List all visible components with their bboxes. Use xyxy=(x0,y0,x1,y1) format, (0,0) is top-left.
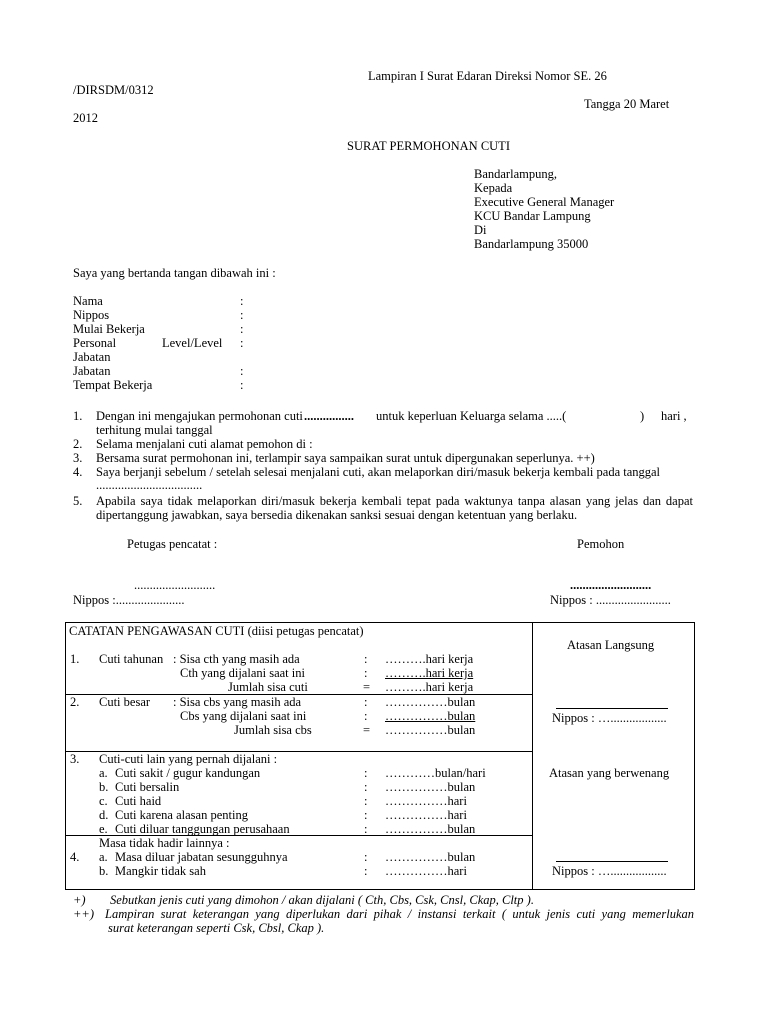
row-value: ……………bulan xyxy=(385,695,476,709)
row-sep: : xyxy=(364,808,368,822)
field-nippos xyxy=(73,308,373,322)
row-value: ……………hari xyxy=(385,864,467,878)
row-value: ……………bulan xyxy=(385,780,476,794)
row-value: ……….hari kerja xyxy=(385,680,474,694)
statement-text: hari , xyxy=(661,409,687,423)
field-label-level: Level/Level xyxy=(162,336,223,350)
attachment-line-1: Lampiran I Surat Edaran Direksi Nomor SE. 26 xyxy=(368,69,607,83)
field-colon: : xyxy=(240,378,244,392)
row-subitem: Masa diluar jabatan sesungguhnya xyxy=(115,850,288,864)
row-label: Cuti besar xyxy=(99,695,151,709)
statement-text: untuk keperluan Keluarga selama .....( xyxy=(376,409,567,423)
field-colon: : xyxy=(240,364,244,378)
statement-paren: ) xyxy=(640,409,645,423)
superior-signature-line xyxy=(556,708,668,709)
date-line-1: Tangga 20 Maret xyxy=(584,97,670,111)
row-subitem: Cuti bersalin xyxy=(115,780,180,794)
row-value: ……….hari kerja xyxy=(385,652,474,666)
applicant-nippos: Nippos : ........................ xyxy=(550,593,671,607)
recipient-line: KCU Bandar Lampung xyxy=(474,209,591,223)
row-sep: : xyxy=(364,766,368,780)
row-subkey: b. xyxy=(99,780,109,794)
row-subkey: b. xyxy=(99,864,109,878)
statement-5 xyxy=(73,494,693,522)
field-nama xyxy=(73,294,373,308)
row-number: 1. xyxy=(70,652,80,666)
statement-number: 5. xyxy=(73,494,83,508)
row-item: Jumlah sisa cuti xyxy=(228,680,308,694)
field-mulai-bekerja xyxy=(73,322,373,336)
row-subitem: Mangkir tidak sah xyxy=(115,864,206,878)
field-colon: : xyxy=(240,322,244,336)
footnote-mark: ++) xyxy=(73,907,95,921)
field-label: Nama xyxy=(73,294,103,308)
field-personal-jabatan xyxy=(73,350,373,364)
field-personal-level xyxy=(73,336,373,350)
footnote-text-cont: surat keterangan seperti Csk, Cbsl, Ckap ). xyxy=(108,921,325,935)
statement-text: Saya berjanji sebelum / setelah selesai menjalani cuti, akan melaporkan diri/masuk bekerja kembali pada tanggal xyxy=(96,465,661,479)
row-value: ……….hari kerja xyxy=(385,666,474,680)
statement-number: 4. xyxy=(73,465,83,479)
statement-number: 1. xyxy=(73,409,83,423)
field-label: Tempat Bekerja xyxy=(73,378,153,392)
officer-nippos: Nippos :...................... xyxy=(73,593,185,607)
row-value: ……………bulan xyxy=(385,723,476,737)
row-sep: : xyxy=(364,864,368,878)
field-jabatan xyxy=(73,364,373,378)
row-subitem: Cuti sakit / gugur kandungan xyxy=(115,766,261,780)
statement-number: 2. xyxy=(73,437,83,451)
recipient-line: Bandarlampung, xyxy=(474,167,557,181)
row-subitem: Cuti diluar tanggungan perusahaan xyxy=(115,822,290,836)
statement-4 xyxy=(73,465,693,493)
statement-3 xyxy=(73,451,693,465)
row-subitem: Cuti haid xyxy=(115,794,162,808)
row-item: : Sisa cth yang masih ada xyxy=(173,652,300,666)
statement-text: Dengan ini mengajukan permohonan cuti xyxy=(96,409,303,423)
statement-number: 3. xyxy=(73,451,83,465)
row-number: 4. xyxy=(70,850,80,864)
officer-label: Petugas pencatat : xyxy=(127,537,218,551)
table-title: CATATAN PENGAWASAN CUTI (diisi petugas pencatat) xyxy=(69,624,364,638)
row-value: ……………hari xyxy=(385,808,467,822)
row-sep: : xyxy=(364,822,368,836)
field-tempat-bekerja xyxy=(73,378,373,392)
row-number: 3. xyxy=(70,752,80,766)
field-label: Mulai Bekerja xyxy=(73,322,145,336)
row-sep: = xyxy=(363,680,371,694)
row-label: Masa tidak hadir lainnya : xyxy=(99,836,230,850)
field-label: Jabatan xyxy=(73,364,111,378)
row-item: : Sisa cbs yang masih ada xyxy=(173,695,302,709)
footnote-mark: +) xyxy=(73,893,86,907)
field-label: Personal xyxy=(73,336,117,350)
footnote-text: Lampiran surat keterangan yang diperlukan dari pihak / instansi terkait ( untuk jenis cuti yang memerlukan xyxy=(105,907,694,921)
row-value: ……………hari xyxy=(385,794,467,808)
statement-text: Bersama surat permohonan ini, terlampir saya sampaikan surat untuk dipergunakan seperlunya. ++) xyxy=(96,451,595,465)
row-value: ……………bulan xyxy=(385,709,476,723)
statement-1 xyxy=(73,409,693,437)
recipient-line: Executive General Manager xyxy=(474,195,615,209)
field-label: Jabatan xyxy=(73,350,111,364)
row-subkey: c. xyxy=(99,794,108,808)
row-item: Cth yang dijalani saat ini xyxy=(180,666,305,680)
row-subkey: e. xyxy=(99,822,108,836)
field-colon: : xyxy=(240,294,244,308)
authorized-signature-line xyxy=(556,861,668,862)
officer-signature-dots: .......................... xyxy=(134,578,216,592)
field-colon: : xyxy=(240,308,244,322)
row-label: Cuti tahunan xyxy=(99,652,164,666)
row-value: ……………bulan xyxy=(385,822,476,836)
row-sep: : xyxy=(364,794,368,808)
superior-nippos: Nippos : ….................. xyxy=(552,711,667,725)
row-sep: : xyxy=(364,666,368,680)
recipient-line: Di xyxy=(474,223,487,237)
statement-dots: ................ xyxy=(304,409,354,423)
page-title: SURAT PERMOHONAN CUTI xyxy=(347,139,510,153)
authorized-nippos: Nippos : ….................. xyxy=(552,864,667,878)
row-subkey: a. xyxy=(99,766,108,780)
field-colon: : xyxy=(240,336,244,350)
table-divider-vertical xyxy=(532,622,533,890)
row-sep: = xyxy=(363,723,371,737)
statement-text: Apabila saya tidak melaporkan diri/masuk bekerja kembali tepat pada waktunya tanpa alasan yang jelas dan dapat dipertanggung jawabkan, saya bersedia dikenakan sanksi sesuai dengan ketentuan yang berlaku. xyxy=(96,494,693,522)
row-sep: : xyxy=(364,780,368,794)
row-subkey: d. xyxy=(99,808,109,822)
row-sep: : xyxy=(364,850,368,864)
row-number: 2. xyxy=(70,695,80,709)
row-value: …………bulan/hari xyxy=(385,766,486,780)
intro-text: Saya yang bertanda tangan dibawah ini : xyxy=(73,266,276,280)
attachment-line-2: /DIRSDM/0312 xyxy=(73,83,154,97)
row-sep: : xyxy=(364,695,368,709)
row-item: Cbs yang dijalani saat ini xyxy=(180,709,307,723)
row-item: Jumlah sisa cbs xyxy=(234,723,312,737)
row-subitem: Cuti karena alasan penting xyxy=(115,808,248,822)
applicant-label: Pemohon xyxy=(577,537,625,551)
row-label: Cuti-cuti lain yang pernah dijalani : xyxy=(99,752,278,766)
superior-label: Atasan Langsung xyxy=(567,638,655,652)
statement-2 xyxy=(73,437,693,451)
statement-dots: .................................. xyxy=(96,478,203,492)
row-sep: : xyxy=(364,652,368,666)
recipient-line: Bandarlampung 35000 xyxy=(474,237,589,251)
field-label: Nippos xyxy=(73,308,110,322)
row-value: ……………bulan xyxy=(385,850,476,864)
statement-text: Selama menjalani cuti alamat pemohon di : xyxy=(96,437,313,451)
authorized-superior-label: Atasan yang berwenang xyxy=(549,766,670,780)
footnote-text: Sebutkan jenis cuti yang dimohon / akan dijalani ( Cth, Cbs, Csk, Cnsl, Ckap, Cltp ). xyxy=(110,893,534,907)
row-subkey: a. xyxy=(99,850,108,864)
applicant-signature-dots: .......................... xyxy=(570,578,652,592)
date-line-2: 2012 xyxy=(73,111,98,125)
recipient-line: Kepada xyxy=(474,181,513,195)
row-sep: : xyxy=(364,709,368,723)
statement-text-line2: terhitung mulai tanggal xyxy=(96,423,213,437)
